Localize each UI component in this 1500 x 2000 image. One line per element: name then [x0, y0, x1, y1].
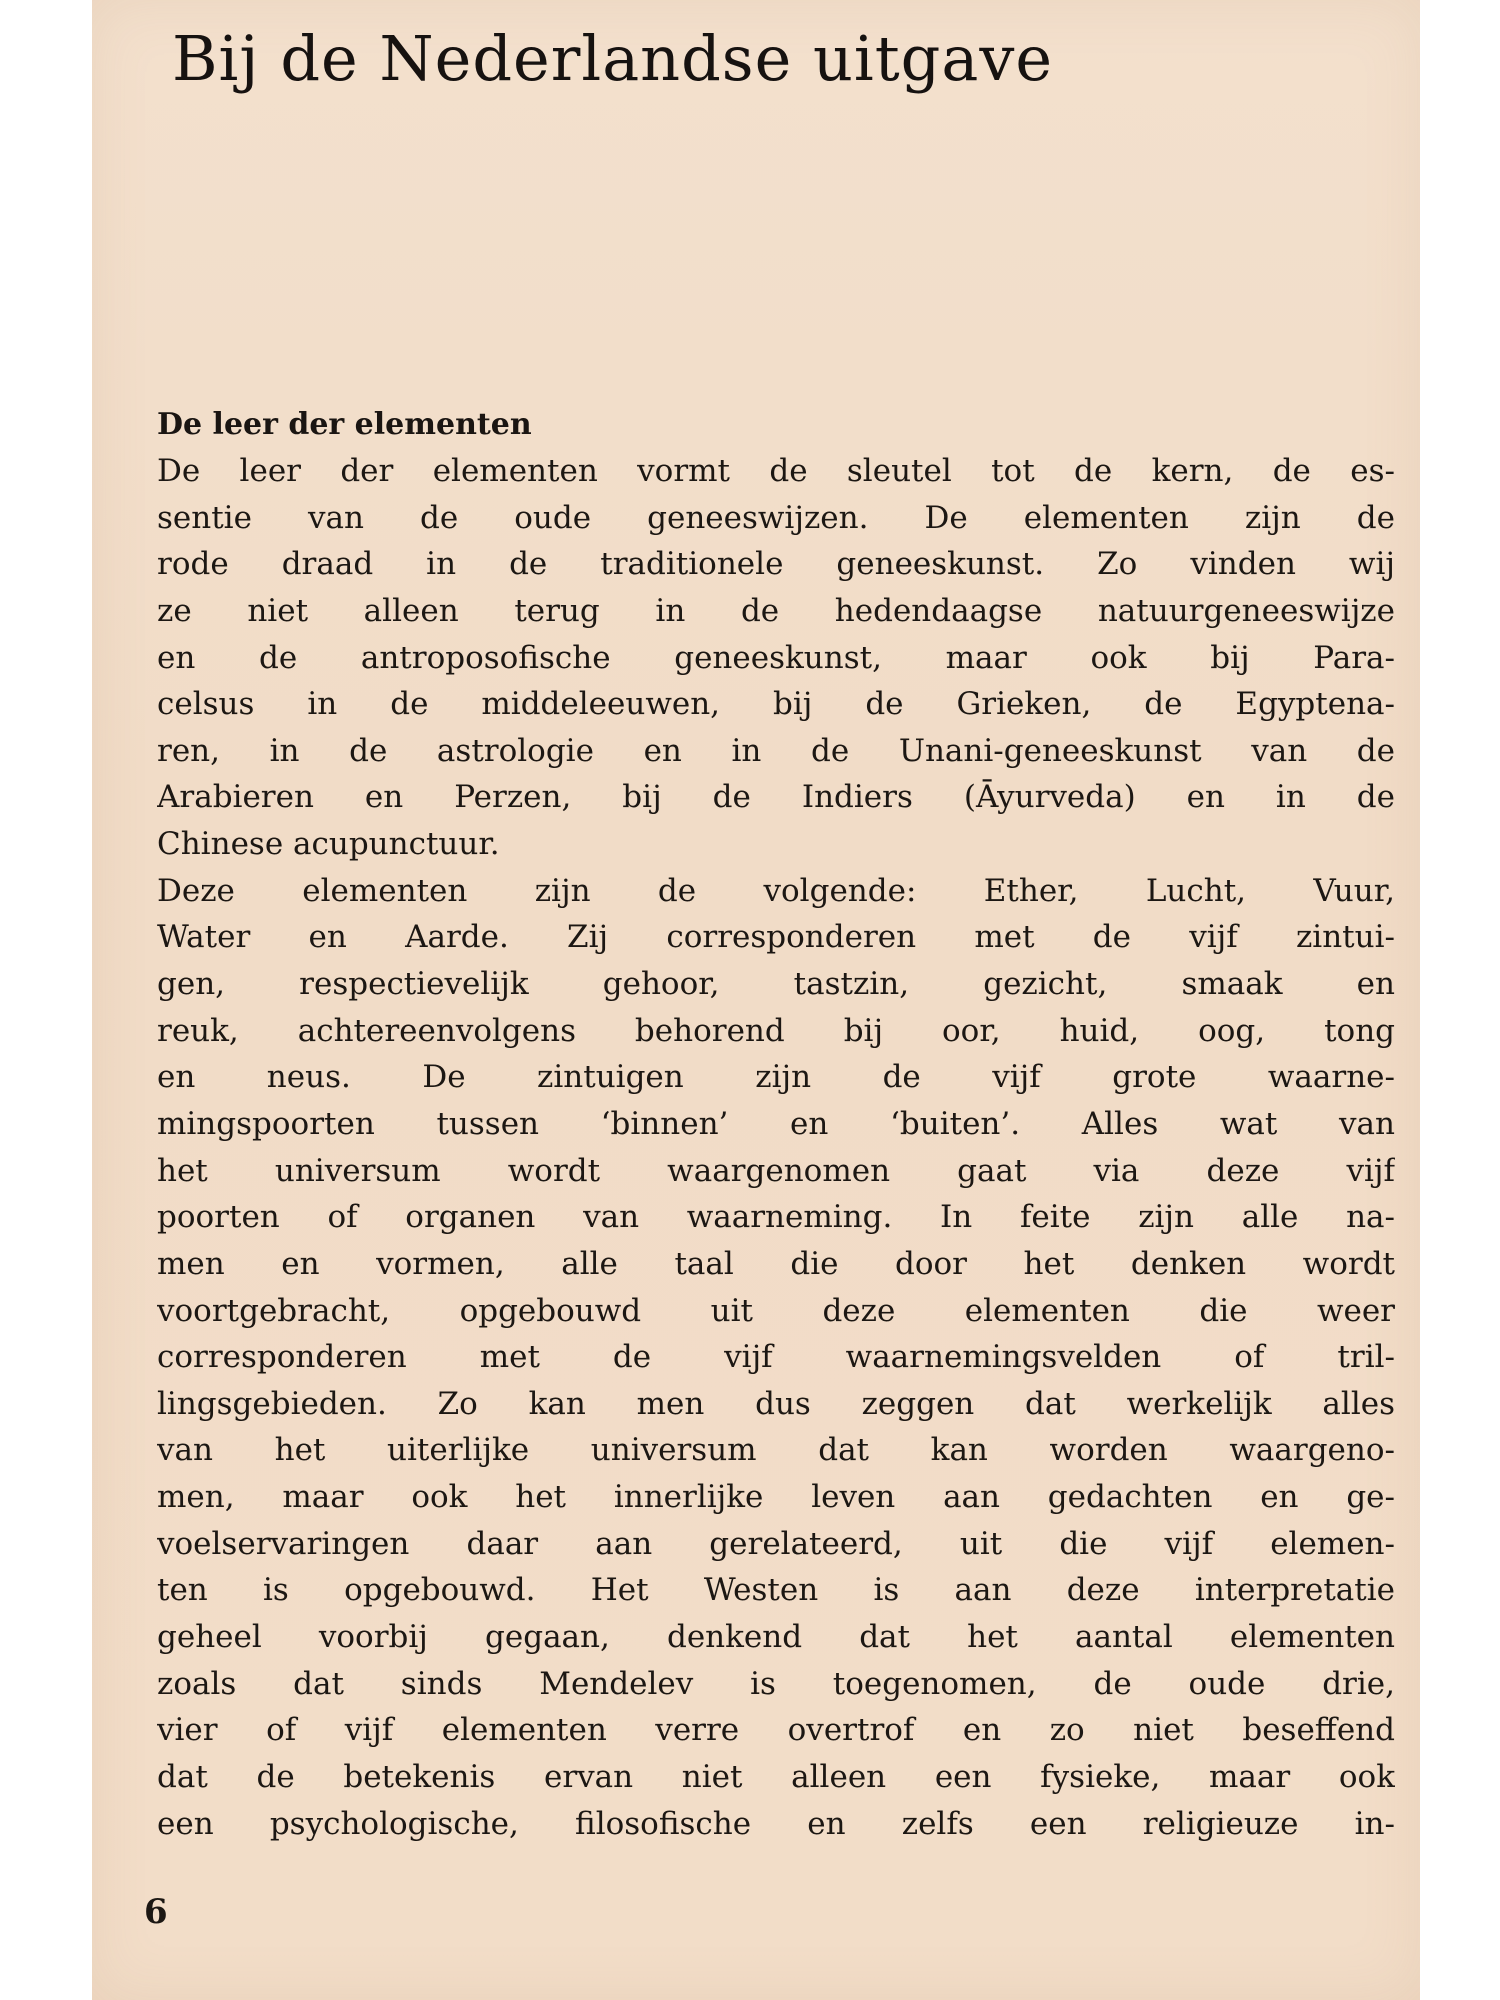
text-line: rode draad in de traditionele geneeskunst. Zo vinden wij: [157, 546, 1395, 583]
text-line: Arabieren en Perzen, bij de Indiers (Āyurveda) en in de: [157, 779, 1395, 816]
page-title: Bij de Nederlandse uitgave: [172, 22, 1054, 95]
text-line: en de antroposofische geneeskunst, maar ook bij Para-: [157, 639, 1395, 676]
text-line: zoals dat sinds Mendelev is toegenomen, de oude drie,: [157, 1665, 1395, 1702]
text-line: Deze elementen zijn de volgende: Ether, Lucht, Vuur,: [157, 872, 1395, 909]
text-line: mingspoorten tussen ‘binnen’ en ‘buiten’. Alles wat van: [157, 1105, 1395, 1142]
text-line: dat de betekenis ervan niet alleen een fysieke, maar ook: [157, 1758, 1395, 1795]
text-line: vier of vijf elementen verre overtrof en zo niet beseffend: [157, 1712, 1395, 1749]
text-line: men en vormen, alle taal die door het denken wordt: [157, 1245, 1395, 1282]
text-line: Chinese acupunctuur.: [157, 826, 500, 863]
text-line: ten is opgebouwd. Het Westen is aan deze interpretatie: [157, 1572, 1395, 1609]
text-line: een psychologische, filosofische en zelfs een religieuze in-: [157, 1805, 1395, 1842]
text-line: sentie van de oude geneeswijzen. De elementen zijn de: [157, 499, 1395, 536]
text-line: reuk, achtereenvolgens behorend bij oor, huid, oog, tong: [157, 1012, 1395, 1049]
text-line: en neus. De zintuigen zijn de vijf grote waarne-: [157, 1059, 1395, 1096]
text-line: ren, in de astrologie en in de Unani-geneeskunst van de: [157, 732, 1395, 769]
section-heading: De leer der elementen: [157, 407, 532, 442]
text-line: men, maar ook het innerlijke leven aan gedachten en ge-: [157, 1479, 1395, 1516]
text-line: gen, respectievelijk gehoor, tastzin, gezicht, smaak en: [157, 966, 1395, 1003]
text-line: het universum wordt waargenomen gaat via deze vijf: [157, 1152, 1395, 1189]
book-page: [92, 0, 1420, 2000]
text-line: De leer der elementen vormt de sleutel tot de kern, de es-: [157, 453, 1395, 489]
text-line: van het uiterlijke universum dat kan worden waargeno-: [157, 1432, 1395, 1469]
page-number: 6: [144, 1892, 168, 1932]
text-line: celsus in de middeleeuwen, bij de Grieken, de Egyptena-: [157, 686, 1395, 723]
text-line: voortgebracht, opgebouwd uit deze elementen die weer: [157, 1292, 1395, 1329]
text-line: voelservaringen daar aan gerelateerd, uit die vijf elemen-: [157, 1525, 1395, 1562]
text-line: lingsgebieden. Zo kan men dus zeggen dat werkelijk alles: [157, 1385, 1395, 1422]
text-line: poorten of organen van waarneming. In feite zijn alle na-: [157, 1199, 1395, 1236]
text-line: corresponderen met de vijf waarnemingsvelden of tril-: [157, 1339, 1395, 1376]
text-line: geheel voorbij gegaan, denkend dat het aantal elementen: [157, 1619, 1395, 1656]
text-line: ze niet alleen terug in de hedendaagse natuurgeneeswijze: [157, 592, 1395, 629]
text-line: Water en Aarde. Zij corresponderen met de vijf zintui-: [157, 919, 1395, 956]
section-elementen: [157, 402, 1395, 1847]
